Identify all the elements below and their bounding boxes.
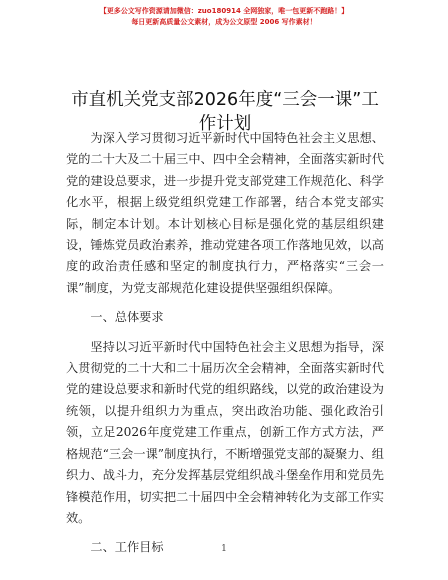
intro-paragraph: 为深入学习贯彻习近平新时代中国特色社会主义思想、党的二十大及二十届三中、四中全会精神，全面落实新时代党的建设总要求，进一步提升党支部党建工作规范化、科学化水平，根据上级党组织党建工作部署，结合本党支部实际，制定本计划。本计划核心目标是强化党的基层组织建设，锤炼党员政治素养，推动党建各项工作落地见效，以高度的政治责任感和坚定的制度执行力，严格落实“三会一课”制度，为党支部规范化建设提供坚强组织保障。 [66,131,384,295]
promo-banner-line-2: 每日更新高质量公文素材，成为公文原型 2006 写作素材！ [131,18,317,26]
general-requirements-paragraph: 坚持以习近平新时代中国特色社会主义思想为指导，深入贯彻党的二十大和二十届历次全会精神，全面落实新时代党的建设总要求和新时代党的组织路线，以党的政治建设为统领，以提升组织力为重点，突出政治功能、强化政治引领，立足2026年度党建工作重点，创新工作方式方法，严格规范“三会一课”制度执行，不断增强党支部的凝聚力、组织力、战斗力，充分发挥基层党组织战斗堡垒作用和党员先锋模范作用，切实把二十届四中全会精神转化为支部工作实效。 [66,339,384,525]
section-heading-work-goals: 二、工作目标 [90,540,164,555]
page-number: 1 [221,544,227,554]
document-title: 市直机关党支部2026年度“三会一课”工作计划 [71,90,379,134]
document-body [66,128,384,559]
promo-banner-line-1: 【更多公文写作资源请加微信：zuo180914 全网独家，唯一包更新不跑路！】 [99,7,349,15]
section-heading-general-requirements: 一、总体要求 [90,310,164,325]
